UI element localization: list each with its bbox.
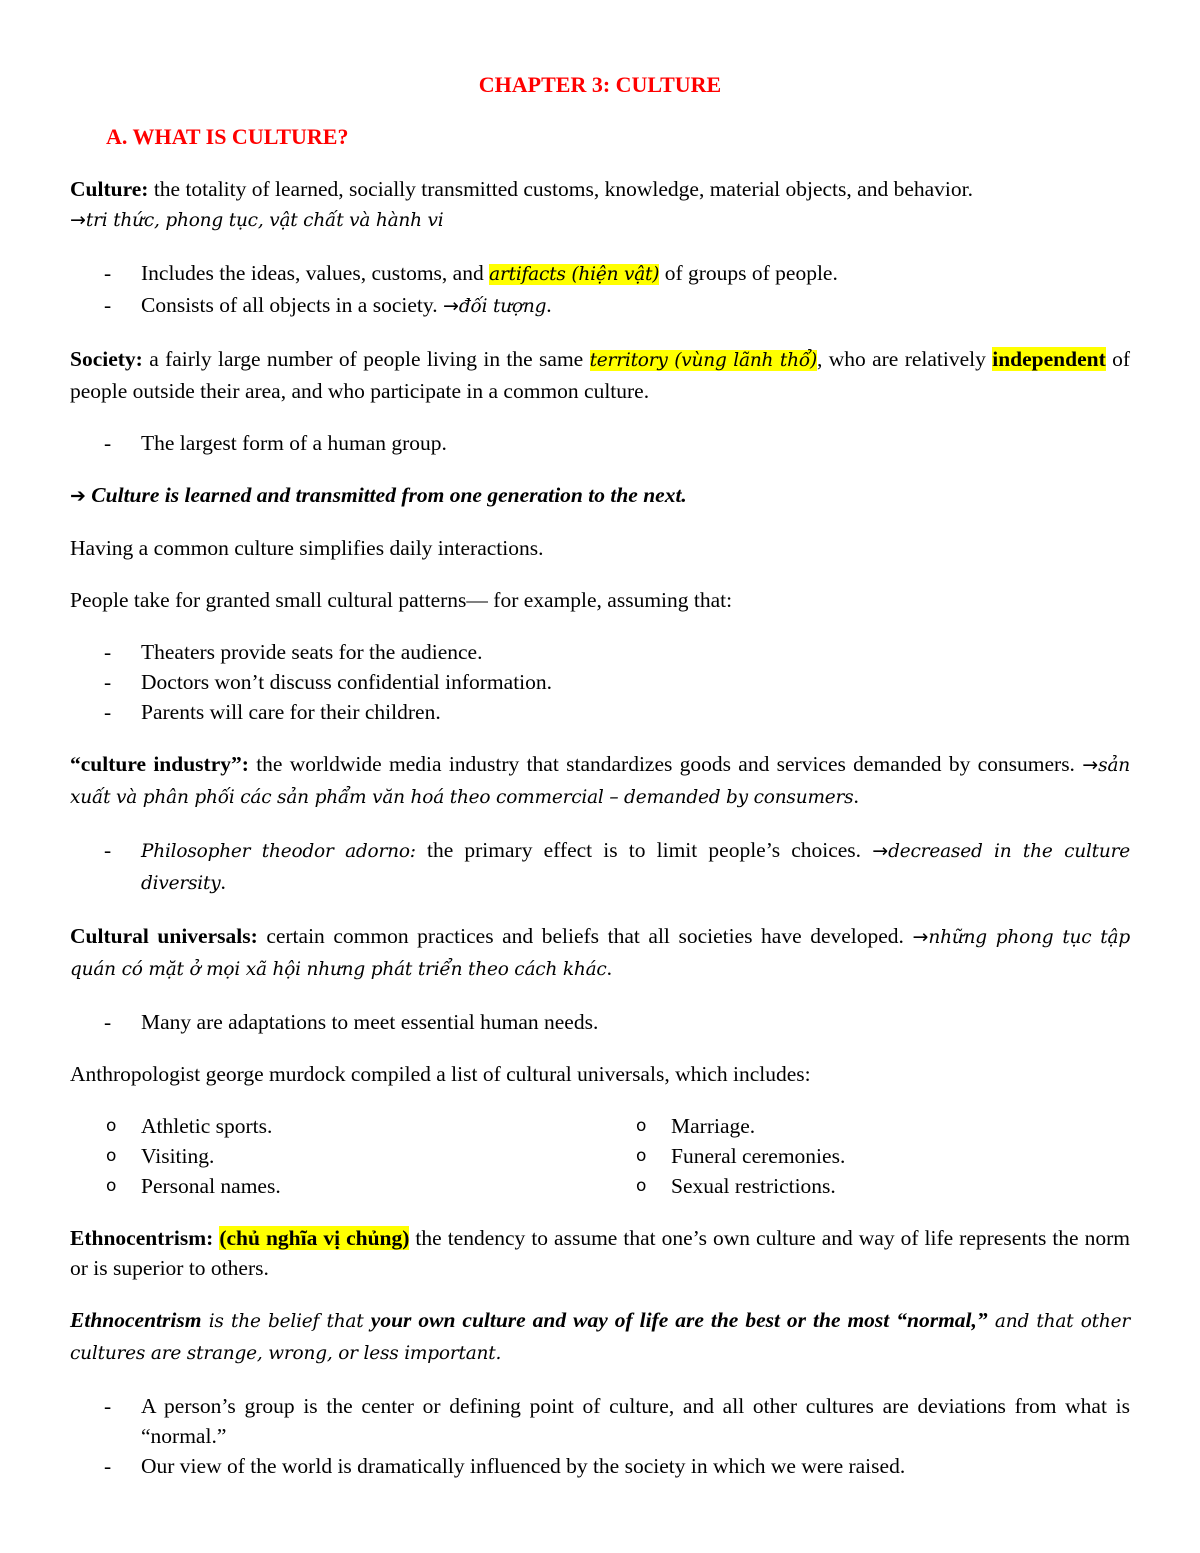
culture-text: the totality of learned, socially transmitted customs, knowledge, material objects, and behavior. <box>148 177 973 201</box>
dash-mark: - <box>104 1394 112 1418</box>
society-text: a fairly large number of people living in the same <box>142 347 590 371</box>
list-item <box>70 637 1130 667</box>
highlight-territory: territory (vùng lãnh thổ) <box>589 350 817 371</box>
universals-definition <box>70 921 1130 985</box>
society-text: of people outside their area, and who participate in a common culture. <box>70 347 1130 403</box>
section-title: A. WHAT IS CULTURE? <box>106 124 349 149</box>
document-page <box>70 70 1130 1503</box>
circle-bullet-icon: o <box>106 1116 117 1136</box>
universals-right-column <box>600 1111 1130 1201</box>
bullet-text: . <box>546 293 552 317</box>
bullet-text: Visiting. <box>141 1144 215 1168</box>
list-item <box>70 835 1130 899</box>
adorno-name: Philosopher theodor adorno: <box>141 841 416 862</box>
highlight-independent: independent <box>992 347 1106 371</box>
arrow-icon: → <box>70 209 86 231</box>
bullet-text: Doctors won’t discuss confidential information. <box>141 670 553 694</box>
bold-arrow-icon: ➔ <box>70 485 86 507</box>
key-point-text: Culture is learned and transmitted from one generation to the next. <box>91 483 687 507</box>
arrow-icon: → <box>442 295 459 317</box>
bullet-text: . <box>220 870 226 894</box>
dash-mark: - <box>104 670 112 694</box>
bullet-text: Personal names. <box>141 1174 281 1198</box>
arrow-icon: → <box>872 840 889 862</box>
list-item <box>600 1111 1130 1141</box>
culture-viet: tri thức, phong tục, vật chất và hành vi <box>85 210 444 231</box>
list-item <box>600 1141 1130 1171</box>
dash-mark: - <box>104 261 112 285</box>
bullet-text: Parents will care for their children. <box>141 700 441 724</box>
culture-bullets <box>70 258 1130 322</box>
list-item <box>70 1141 600 1171</box>
society-bullets <box>70 428 1130 458</box>
list-item <box>70 667 1130 697</box>
list-item <box>70 428 1130 458</box>
definition-text: . <box>853 784 859 808</box>
arrow-icon: → <box>912 926 929 948</box>
highlight-artifacts: artifacts (hiện vật) <box>489 264 660 285</box>
paragraph-murdock: Anthropologist george murdock compiled a list of cultural universals, which includes: <box>70 1062 811 1086</box>
paragraph-granted: People take for granted small cultural patterns— for example, assuming that: <box>70 588 733 612</box>
highlight-chu-nghia: (chủ nghĩa vị chủng) <box>219 1226 410 1250</box>
ethnocentrism-term: Ethnocentrism: <box>70 1226 214 1250</box>
arrow-icon: → <box>1082 754 1099 776</box>
universals-viet: những phong tục tập quán có mặt ở mọi xã hội nhưng phát triển theo cách khác <box>70 927 1131 980</box>
bullet-text: Marriage. <box>671 1114 756 1138</box>
bullet-text: Funeral ceremonies. <box>671 1144 846 1168</box>
list-item <box>70 1171 600 1201</box>
bullet-text: Consists of all objects in a society. <box>141 293 443 317</box>
bullet-text: Athletic sports. <box>141 1114 273 1138</box>
ethno-italic-2: and that other cultures are strange, wrong, or less important. <box>70 1311 1130 1364</box>
culture-term: Culture: <box>70 177 149 201</box>
ethnocentrism-paragraph <box>70 1305 1130 1369</box>
dash-mark: - <box>104 838 112 862</box>
bullet-text: of groups of people. <box>659 261 838 285</box>
list-item <box>70 1111 600 1141</box>
circle-bullet-icon: o <box>106 1176 117 1196</box>
universals-term: Cultural universals: <box>70 924 258 948</box>
universals-left-column <box>70 1111 600 1201</box>
culture-definition <box>70 174 1130 236</box>
list-item <box>70 1007 1130 1037</box>
ethno-bold-2: your own culture and way of life are the best or the most “normal,” <box>370 1308 988 1332</box>
definition-text: certain common practices and beliefs that all societies have developed. <box>257 924 913 948</box>
chapter-title: CHAPTER 3: CULTURE <box>478 72 722 97</box>
list-item <box>70 290 1130 322</box>
bullet-text: Sexual restrictions. <box>671 1174 836 1198</box>
dash-mark: - <box>104 700 112 724</box>
circle-bullet-icon: o <box>106 1146 117 1166</box>
circle-bullet-icon: o <box>636 1116 647 1136</box>
circle-bullet-icon: o <box>636 1176 647 1196</box>
dash-mark: - <box>104 640 112 664</box>
paragraph-common-culture: Having a common culture simplifies daily interactions. <box>70 536 544 560</box>
bullet-viet: đối tượng <box>458 296 547 317</box>
circle-bullet-icon: o <box>636 1146 647 1166</box>
society-text: , who are relatively <box>817 347 993 371</box>
list-item <box>70 697 1130 727</box>
list-item <box>70 258 1130 290</box>
bullet-text: Many are adaptations to meet essential human needs. <box>141 1010 599 1034</box>
dash-mark: - <box>104 1010 112 1034</box>
adorno-viet: decreased in the culture diversity <box>141 841 1131 894</box>
adorno-list <box>70 835 1130 899</box>
ethnocentrism-definition <box>70 1223 1130 1283</box>
ethno-italic-1: is the belief that <box>201 1311 371 1332</box>
ethno-bold-1: Ethnocentrism <box>70 1308 202 1332</box>
bullet-text: Our view of the world is dramatically influenced by the society in which we were raised. <box>141 1454 906 1478</box>
list-item <box>70 1391 1130 1451</box>
bullet-text: A person’s group is the center or defining point of culture, and all other cultures are deviations from what is “normal.” <box>141 1394 1130 1448</box>
universals-columns <box>70 1111 1130 1201</box>
bullet-text: the primary effect is to limit people’s choices. <box>415 838 873 862</box>
definition-text: the tendency to assume that one’s own culture and way of life represents the norm or is superior to others. <box>70 1226 1130 1280</box>
key-point <box>70 480 1130 511</box>
definition-text: the worldwide media industry that standardizes goods and services demanded by consumers. <box>248 752 1083 776</box>
granted-list <box>70 637 1130 727</box>
dash-mark: - <box>104 293 112 317</box>
ethnocentrism-bullets <box>70 1391 1130 1481</box>
bullet-text: Theaters provide seats for the audience. <box>141 640 483 664</box>
dash-mark: - <box>104 1454 112 1478</box>
bullet-text: Includes the ideas, values, customs, and <box>141 261 490 285</box>
culture-industry-definition <box>70 749 1130 813</box>
society-definition <box>70 344 1130 406</box>
universals-bullets <box>70 1007 1130 1037</box>
culture-industry-viet: sản xuất và phân phối các sản phẩm văn hoá theo commercial – demanded by consumers <box>70 755 1130 808</box>
definition-text: . <box>606 956 612 980</box>
list-item <box>70 1451 1130 1481</box>
bullet-text: The largest form of a human group. <box>141 431 447 455</box>
list-item <box>600 1171 1130 1201</box>
dash-mark: - <box>104 431 112 455</box>
society-term: Society: <box>70 347 143 371</box>
culture-industry-term: “culture industry”: <box>70 752 249 776</box>
